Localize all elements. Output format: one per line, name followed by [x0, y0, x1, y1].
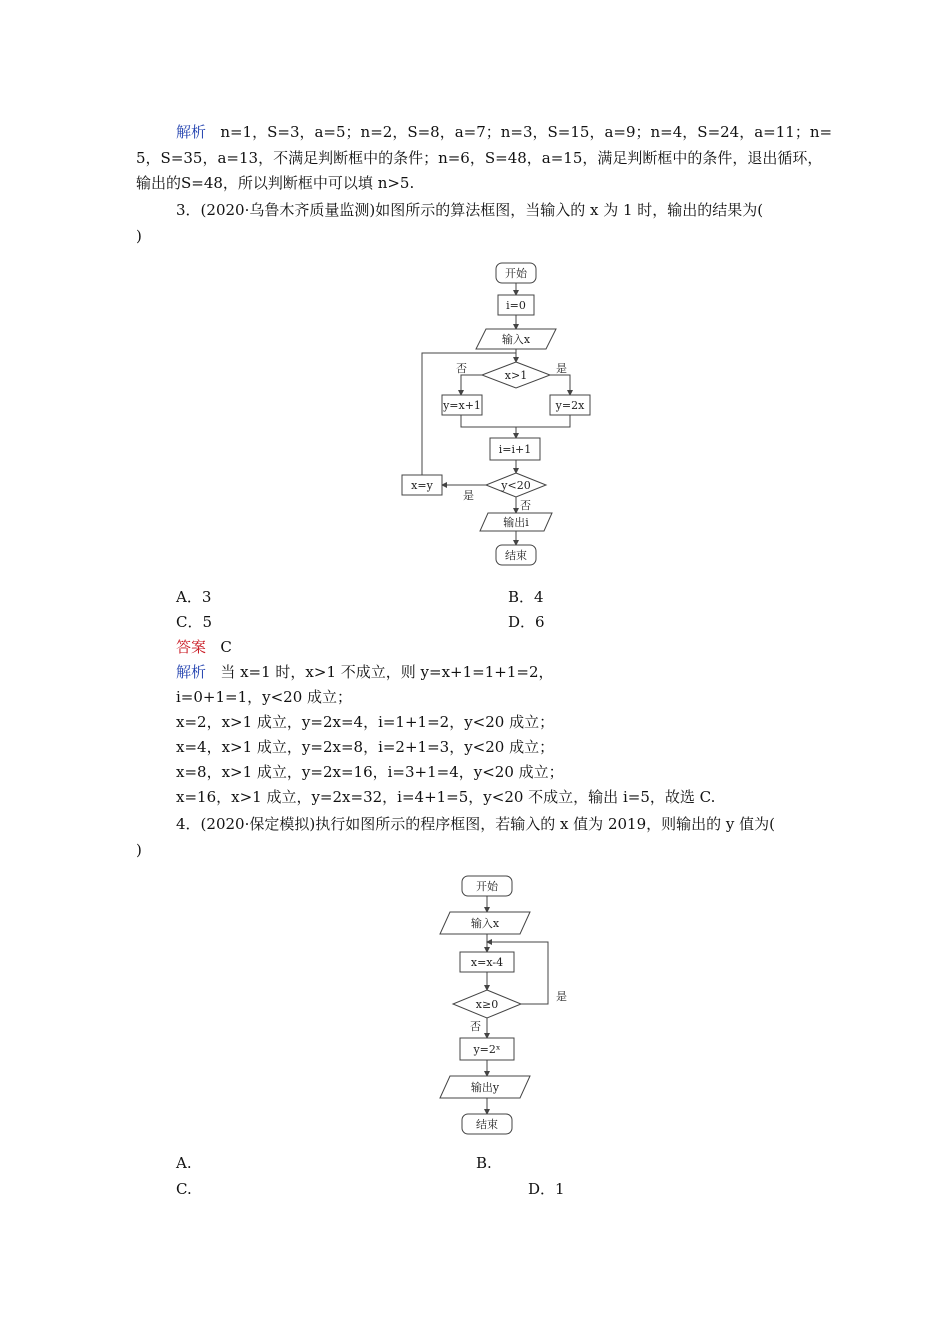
q3-step-5: x=16，x>1 成立，y=2x=32，i=4+1=5，y<20 不成立，输出 i=5，故选 C. [176, 788, 716, 806]
q3-init-text: i=0 [506, 299, 526, 312]
q3-assign-text: x=y [411, 479, 433, 492]
q3-step-0: 当 x=1 时，x>1 不成立，则 y=x+1=1+1=2， [220, 663, 554, 681]
q4-condition-text: x≥0 [475, 998, 499, 1011]
q3-step-4: x=8，x>1 成立，y=2x=16，i=3+1=4，y<20 成立； [176, 763, 564, 781]
q3-condition-text: x>1 [504, 369, 528, 382]
q3-left-branch-text: y=x+1 [443, 399, 481, 412]
q3-explanation-label: 解析 [176, 663, 207, 681]
q3-step-2: x=2，x>1 成立，y=2x=4，i=1+1=2，y<20 成立； [176, 713, 555, 731]
q3-output-text: 输出i [503, 516, 529, 529]
q3-loop-no: 否 [520, 499, 531, 512]
q2-explanation-line1 [176, 122, 832, 142]
q2-explanation-label: 解析 [176, 123, 207, 141]
q3-option-b: B．4 [508, 588, 544, 606]
q3-explanation-line1 [176, 662, 554, 682]
q3-option-d: D．6 [508, 613, 545, 631]
q4-option-d: D．1 [528, 1180, 565, 1198]
q3-step-1: i=0+1=1，y<20 成立； [176, 688, 353, 706]
q3-stem-close: ) [136, 227, 142, 245]
q4-start-text: 开始 [476, 880, 498, 893]
q4-option-a: A. [176, 1154, 192, 1172]
q4-flowchart [0, 868, 950, 1143]
q4-output-text: 输出y [470, 1081, 500, 1094]
q2-explanation-text1: n=1，S=3，a=5；n=2，S=8，a=7；n=3，S=15，a=9；n=4，S=24，a=11；n= [220, 123, 833, 141]
q3-start-text: 开始 [505, 267, 527, 280]
q4-no-label: 否 [470, 1020, 481, 1033]
q3-answer-value: C [220, 638, 232, 656]
q4-update-text: x=x-4 [470, 956, 504, 969]
q4-option-c: C. [176, 1180, 192, 1198]
q3-option-a: A．3 [176, 588, 212, 606]
q3-loop-text: y<20 [501, 479, 531, 492]
q3-end-text: 结束 [505, 549, 527, 562]
q4-yes-label: 是 [556, 990, 567, 1003]
q3-step-3: x=4，x>1 成立，y=2x=8，i=2+1=3，y<20 成立； [176, 738, 555, 756]
q3-no-label: 否 [456, 362, 467, 375]
q3-answer [176, 637, 232, 657]
q3-answer-label: 答案 [176, 638, 207, 656]
q4-end-text: 结束 [476, 1118, 498, 1131]
q4-input-text: 输入x [470, 917, 500, 930]
q3-right-branch-text: y=2x [555, 399, 585, 412]
q4-stem-close: ) [136, 841, 142, 859]
q4-stem: 4．(2020·保定模拟)执行如图所示的程序框图，若输入的 x 值为 2019，则输出的 y 值为( [176, 815, 775, 833]
q2-explanation-line2: 5，S=35，a=13，不满足判断框中的条件；n=6，S=48，a=15，满足判断框中的条件，退出循环， [136, 149, 823, 167]
q3-yes-label: 是 [556, 362, 567, 375]
q2-explanation-line3: 输出的S=48，所以判断框中可以填 n>5. [136, 174, 415, 192]
q4-option-b: B. [476, 1154, 492, 1172]
q4-assign-text: y=2ˣ [473, 1043, 501, 1056]
q3-option-c: C．5 [176, 613, 213, 631]
q3-loop-yes: 是 [463, 489, 474, 502]
q3-flowchart [0, 255, 950, 575]
q3-stem: 3．(2020·乌鲁木齐质量监测)如图所示的算法框图，当输入的 x 为 1 时，输出的结果为( [176, 201, 764, 219]
q3-increment-text: i=i+1 [498, 443, 532, 456]
q3-input-text: 输入x [501, 333, 531, 346]
